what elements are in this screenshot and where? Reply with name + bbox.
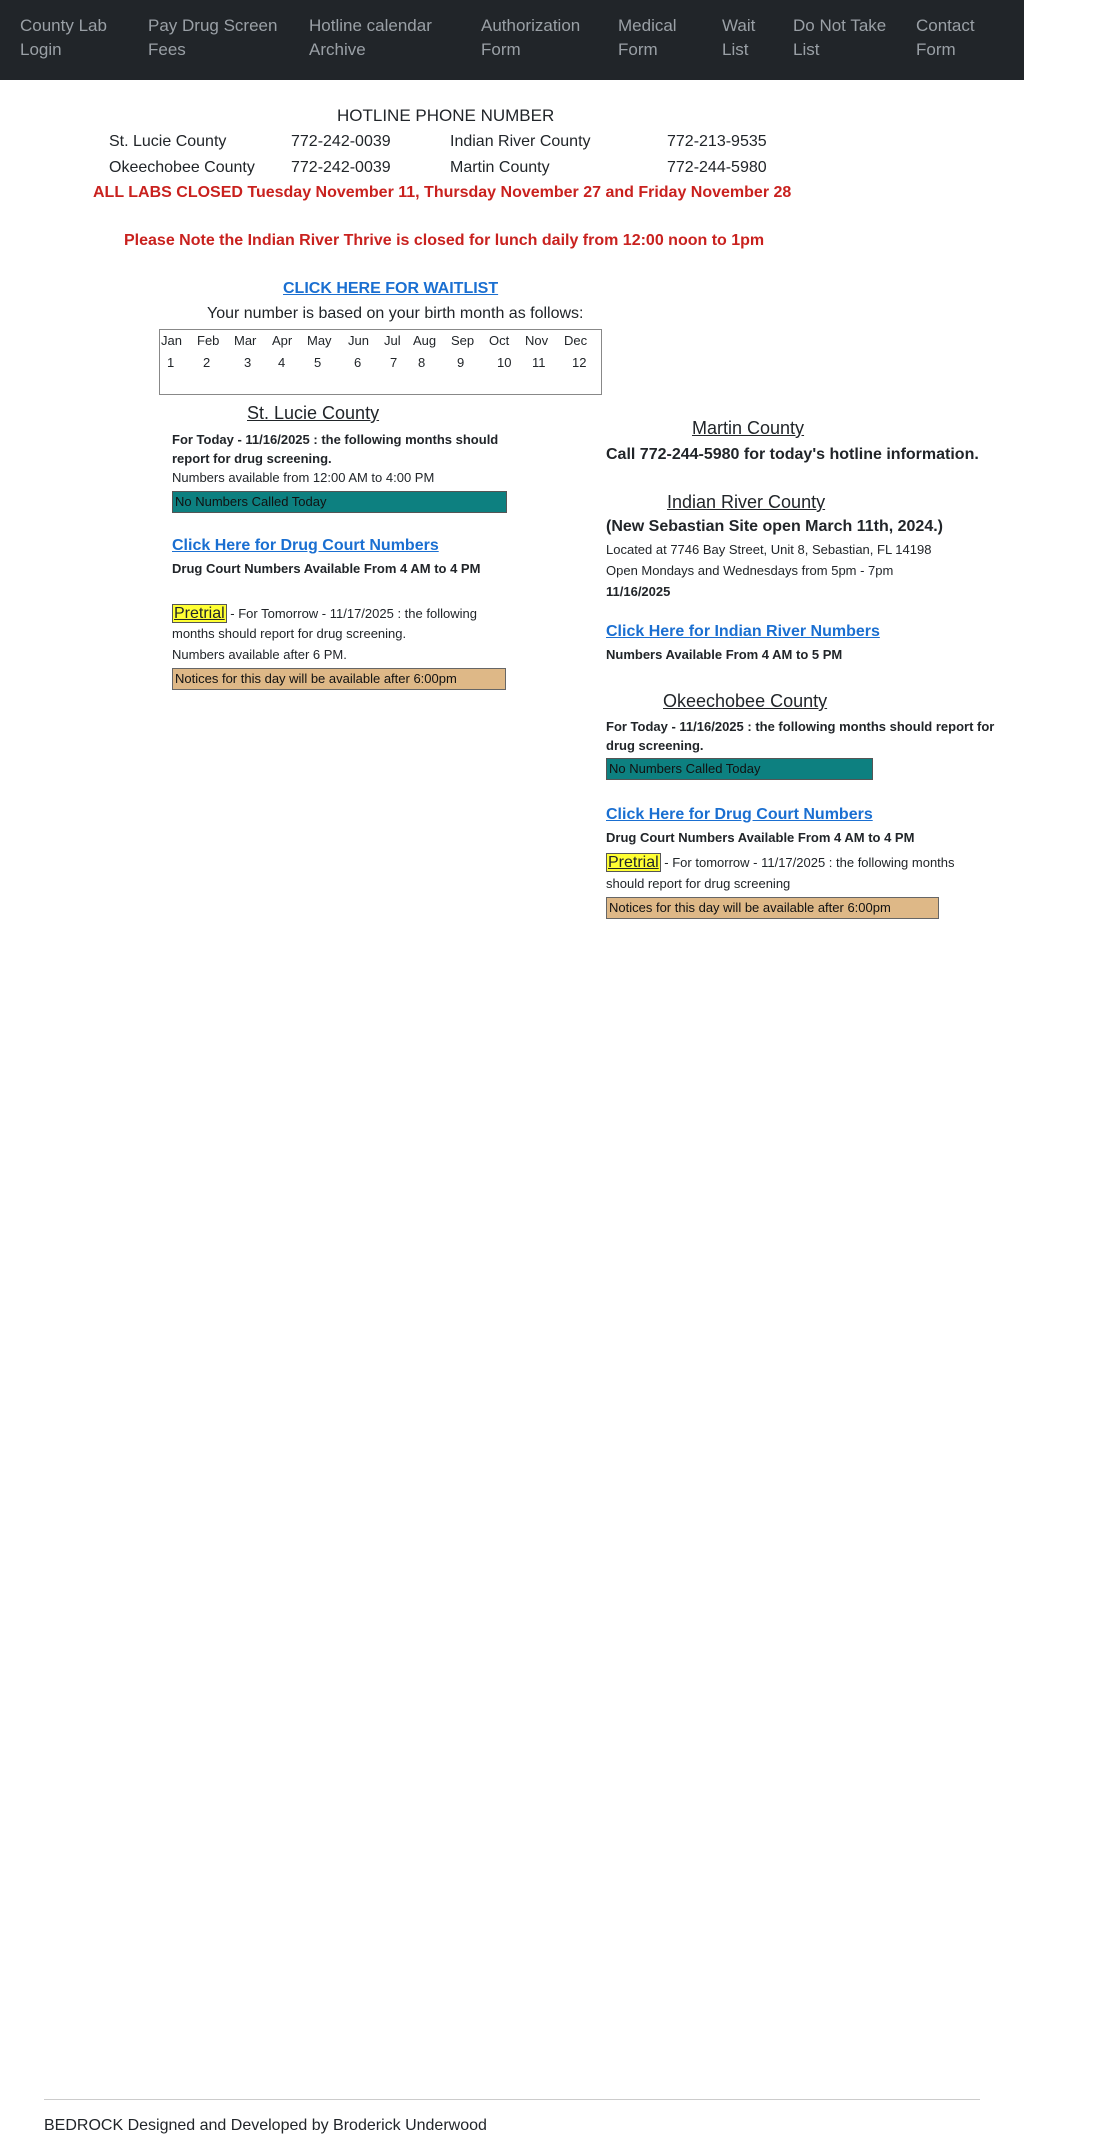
st-lucie-pretrial-availability: Numbers available after 6 PM. xyxy=(172,647,347,662)
st-lucie-availability: Numbers available from 12:00 AM to 4:00 PM xyxy=(172,470,435,485)
st-lucie-today-text: For Today - 11/16/2025 : the following months should report for drug screening. xyxy=(172,432,499,466)
hotline-county: Indian River County xyxy=(450,133,591,150)
hotline-county: Martin County xyxy=(450,159,550,176)
st-lucie-pretrial-block xyxy=(172,604,517,644)
month-number: 4 xyxy=(278,355,286,370)
okeechobee-today-text: For Today - 11/16/2025 : the following months should report for drug screening. xyxy=(606,719,995,753)
month-number: 10 xyxy=(497,355,512,370)
month-number: 5 xyxy=(314,355,322,370)
month-name: Nov xyxy=(525,333,549,348)
month-name: Feb xyxy=(197,333,220,348)
indian-river-heading: Indian River County xyxy=(667,492,826,512)
top-navbar xyxy=(0,0,1024,80)
okeechobee-pretrial-block xyxy=(606,852,996,894)
st-lucie-heading: St. Lucie County xyxy=(247,403,380,423)
month-number: 1 xyxy=(167,355,175,370)
month-number: 11 xyxy=(532,355,546,370)
month-number: 6 xyxy=(354,355,362,370)
okeechobee-heading: Okeechobee County xyxy=(663,691,828,711)
month-number: 9 xyxy=(457,355,465,370)
birth-month-note: Your number is based on your birth month as follows: xyxy=(207,305,584,322)
okeechobee-status-badge: No Numbers Called Today xyxy=(606,758,873,780)
martin-heading: Martin County xyxy=(692,418,805,438)
month-number: 3 xyxy=(244,355,252,370)
st-lucie-drug-court-link[interactable]: Click Here for Drug Court Numbers xyxy=(172,537,439,554)
nav-medical-form[interactable]: Medical Form xyxy=(618,16,677,59)
month-name: Mar xyxy=(234,333,257,348)
indian-river-date: 11/16/2025 xyxy=(606,584,671,599)
month-name: May xyxy=(307,333,332,348)
nav-authorization-form[interactable]: Authorization Form xyxy=(481,16,581,59)
st-lucie-notice-badge: Notices for this day will be available after 6:00pm xyxy=(172,668,506,690)
nav-wait-list[interactable]: Wait List xyxy=(722,16,756,59)
okeechobee-drug-court-hours: Drug Court Numbers Available From 4 AM to 4 PM xyxy=(606,830,915,845)
month-number: 7 xyxy=(390,355,398,370)
hotline-phone: 772-242-0039 xyxy=(291,133,391,150)
footer-credit: BEDROCK Designed and Developed by Broderick Underwood xyxy=(44,2117,487,2134)
nav-hotline-calendar-archive[interactable]: Hotline calendar Archive xyxy=(309,16,432,59)
month-name: Jul xyxy=(384,333,401,348)
st-lucie-status-badge: No Numbers Called Today xyxy=(172,491,507,513)
hotline-phone: 772-244-5980 xyxy=(667,159,767,176)
st-lucie-pretrial-text: - For Tomorrow - 11/17/2025 : the following months should report for drug screening. xyxy=(172,606,477,641)
hotline-phone: 772-242-0039 xyxy=(291,159,391,176)
hotline-county: Okeechobee County xyxy=(109,159,255,176)
month-name: Jun xyxy=(348,333,369,348)
okeechobee-notice-badge: Notices for this day will be available after 6:00pm xyxy=(606,897,939,919)
waitlist-link[interactable]: CLICK HERE FOR WAITLIST xyxy=(283,280,499,297)
nav-do-not-take-list[interactable]: Do Not Take List xyxy=(793,16,887,59)
nav-county-lab-login[interactable]: County Lab Login xyxy=(20,16,107,59)
month-name: Apr xyxy=(272,333,293,348)
month-name: Sep xyxy=(451,333,475,348)
indian-river-availability: Numbers Available From 4 AM to 5 PM xyxy=(606,647,843,662)
martin-call-text: Call 772-244-5980 for today's hotline information. xyxy=(606,446,979,463)
hotline-phone: 772-213-9535 xyxy=(667,133,767,150)
month-name: Dec xyxy=(564,333,588,348)
month-name: Jan xyxy=(161,333,182,348)
month-name: Aug xyxy=(413,333,437,348)
indian-river-new-site: (New Sebastian Site open March 11th, 2024.) xyxy=(606,518,943,535)
month-name: Oct xyxy=(489,333,510,348)
hotline-county: St. Lucie County xyxy=(109,133,227,150)
lunch-closure-alert: Please Note the Indian River Thrive is closed for lunch daily from 12:00 noon to 1pm xyxy=(124,232,765,249)
hotline-title: HOTLINE PHONE NUMBER xyxy=(337,106,555,125)
nav-contact-form[interactable]: Contact Form xyxy=(916,16,975,59)
labs-closed-alert: ALL LABS CLOSED Tuesday November 11, Thursday November 27 and Friday November 28 xyxy=(93,184,792,201)
birth-month-table xyxy=(159,329,602,395)
indian-river-numbers-link[interactable]: Click Here for Indian River Numbers xyxy=(606,623,880,640)
st-lucie-drug-court-hours: Drug Court Numbers Available From 4 AM to 4 PM xyxy=(172,561,481,576)
month-number: 8 xyxy=(418,355,426,370)
footer-divider xyxy=(44,2099,980,2100)
okeechobee-drug-court-link[interactable]: Click Here for Drug Court Numbers xyxy=(606,806,873,823)
month-number: 2 xyxy=(203,355,211,370)
indian-river-location: Located at 7746 Bay Street, Unit 8, Sebastian, FL 14198 xyxy=(606,542,932,557)
okeechobee-pretrial-text: - For tomorrow - 11/17/2025 : the following months should report for drug screening xyxy=(606,855,955,891)
month-number: 12 xyxy=(572,355,587,370)
indian-river-hours: Open Mondays and Wednesdays from 5pm - 7pm xyxy=(606,563,894,578)
pretrial-label: Pretrial xyxy=(608,854,659,871)
pretrial-label: Pretrial xyxy=(174,605,225,622)
nav-pay-drug-screen-fees[interactable]: Pay Drug Screen Fees xyxy=(148,16,278,59)
